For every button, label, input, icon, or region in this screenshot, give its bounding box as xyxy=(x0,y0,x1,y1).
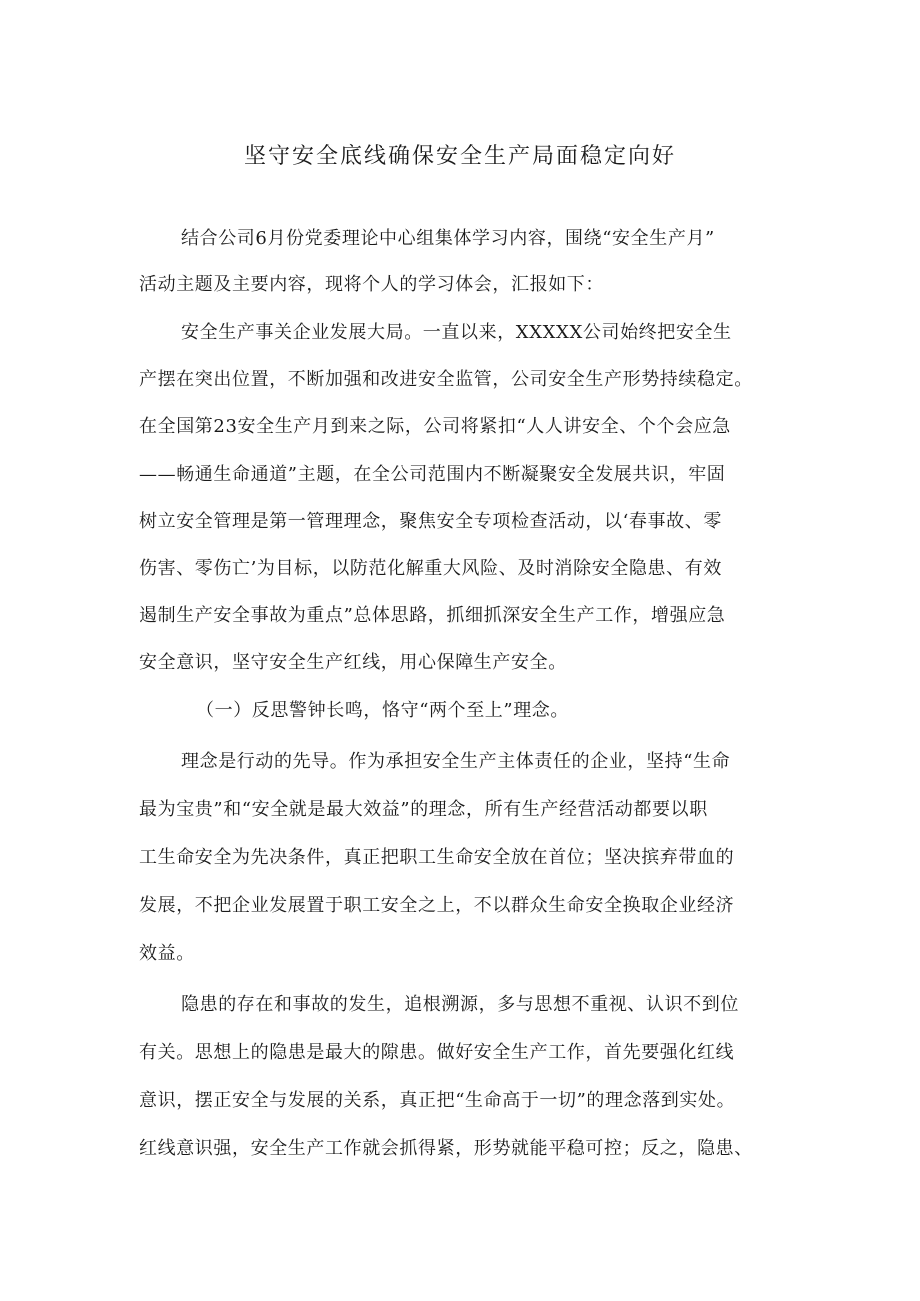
paragraph-line: 意识，摆正安全与发展的关系，真正把“生命高于一切”的理念落到实处。 xyxy=(139,1090,736,1111)
paragraph-line: 结合公司6月份党委理论中心组集体学习内容，围绕“安全生产月” xyxy=(181,228,715,249)
paragraph-line: 红线意识强，安全生产工作就会抓得紧，形势就能平稳可控；反之，隐患、 xyxy=(139,1138,753,1159)
section-heading: （一）反思警钟长鸣，恪守“两个至上”理念。 xyxy=(196,700,570,721)
paragraph-line: 活动主题及主要内容，现将个人的学习体会，汇报如下： xyxy=(139,274,604,295)
paragraph-line: 工生命安全为先决条件，真正把职工生命安全放在首位；坚决摈弃带血的 xyxy=(139,847,735,868)
paragraph-line: 在全国第23安全生产月到来之际，公司将紧扣“人人讲安全、个个会应急 xyxy=(139,416,731,437)
paragraph-line: 有关。思想上的隐患是最大的隙患。做好安全生产工作，首先要强化红线 xyxy=(139,1042,735,1063)
paragraph-line: 理念是行动的先导。作为承担安全生产主体责任的企业，坚持“生命 xyxy=(181,751,731,772)
paragraph-line: 安全生产事关企业发展大局。一直以来，XXXXX公司始终把安全生 xyxy=(181,322,732,343)
paragraph-line: 发展，不把企业发展置于职工安全之上，不以群众生命安全换取企业经济 xyxy=(139,895,735,916)
paragraph-line: 隐患的存在和事故的发生，追根溯源，多与思想不重视、认识不到位 xyxy=(181,994,739,1015)
paragraph-line: 树立安全管理是第一管理理念，聚焦安全专项检查活动，以‘春事故、零 xyxy=(139,511,722,532)
paragraph-line: 安全意识，坚守安全生产红线，用心保障生产安全。 xyxy=(139,652,567,673)
document-title: 坚守安全底线确保安全生产局面稳定向好 xyxy=(243,144,676,169)
paragraph-line: 效益。 xyxy=(139,943,195,964)
paragraph-line: 遏制生产安全事故为重点”总体思路，抓细抓深安全生产工作，增强应急 xyxy=(139,605,726,626)
paragraph-line: 产摆在突出位置，不断加强和改进安全监管，公司安全生产形势持续稳定。 xyxy=(139,369,753,390)
paragraph-line: 最为宝贵”和“安全就是最大效益”的理念，所有生产经营活动都要以职 xyxy=(139,799,708,820)
paragraph-line: ——畅通生命通道”主题，在全公司范围内不断凝聚安全发展共识，牢固 xyxy=(139,464,726,485)
paragraph-line: 伤害、零伤亡’为目标，以防范化解重大风险、及时消除安全隐患、有效 xyxy=(139,558,722,579)
